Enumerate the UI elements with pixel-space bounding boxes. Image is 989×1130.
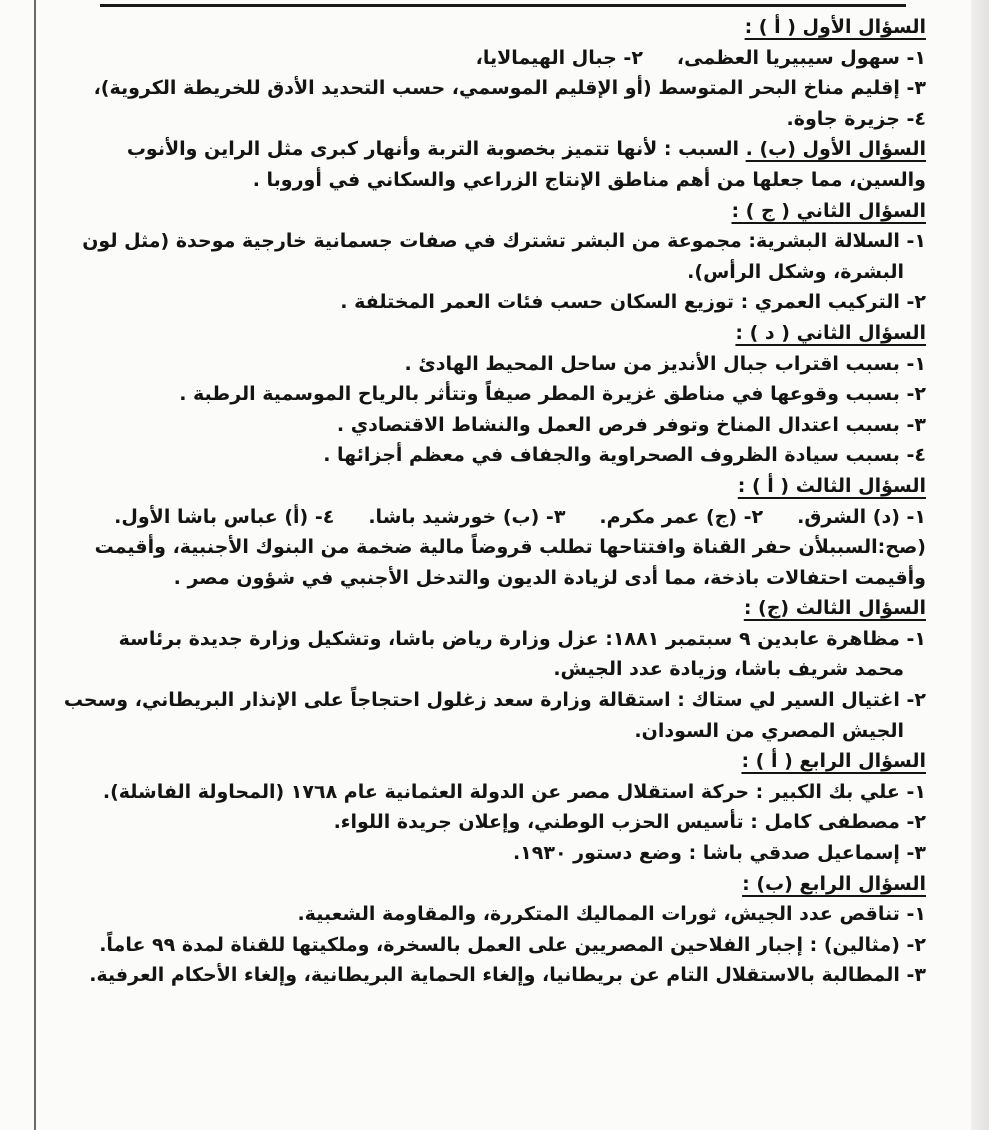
q2d-item3: ٣- بسبب اعتدال المناخ وتوفر فرص العمل والنشاط الاقتصادي . <box>336 413 926 436</box>
q4b-item3: ٣- المطالبة بالاستقلال التام عن بريطانيا، وإلغاء الحماية البريطانية، وإلغاء الأحكام العرفية. <box>89 964 926 987</box>
section-q2d <box>48 318 926 471</box>
q4a-item1: ١- علي بك الكبير : حركة استقلال مصر عن الدولة العثمانية عام ١٧٦٨ (المحاولة الفاشلة). <box>102 780 926 803</box>
top-border-line <box>100 4 906 7</box>
page-right-edge <box>971 0 989 1130</box>
q4b-item2: ٢- (مثالين) : إجبار الفلاحين المصريين على العمل بالسخرة، وملكيتها للقناة لمدة ٩٩ عاماً. <box>99 933 926 956</box>
q3c-item2: ٢- اغتيال السير لي ستاك : استقالة وزارة سعد زغلول احتجاجاً على الإنذار البريطاني، وسحب <box>63 689 926 712</box>
q3a-correction: (صح:السببلأن حفر القناة وافتتاحها تطلب قروضاً مالية ضخمة من البنوك الأجنبية، وأقيمت وأقيمت احتفالات باذخة، مما أدى لزيادة الديون والتدخل الأجنبي في شؤون مصر . <box>94 536 926 589</box>
heading-q1b: السؤال الأول (ب) . <box>745 138 926 161</box>
q1a-line3: ٤- جزيرة جاوة. <box>786 107 926 130</box>
heading-q2d: السؤال الثاني ( د ) : <box>735 321 926 344</box>
q3c-item1: ١- مظاهرة عابدين ٩ سبتمبر ١٨٨١: عزل وزارة رياض باشا، وتشكيل وزارة جديدة برئاسة <box>118 627 926 650</box>
answer-content <box>48 12 926 991</box>
q4a-item3: ٣- إسماعيل صدقي باشا : وضع دستور ١٩٣٠. <box>512 842 926 865</box>
heading-q3c: السؤال الثالث (ج) : <box>743 597 926 620</box>
section-q4b <box>48 869 926 991</box>
q2c-item1: ١- السلالة البشرية: مجموعة من البشر تشترك في صفات جسمانية خارجية موحدة (مثل لون <box>82 230 926 253</box>
q2d-item1: ١- بسبب اقتراب جبال الأنديز من ساحل المحيط الهادئ . <box>404 352 926 375</box>
q2d-item4: ٤- بسبب سيادة الظروف الصحراوية والجفاف في معظم أجزائها . <box>323 444 926 467</box>
q2c-item1-cont: البشرة، وشكل الرأس). <box>687 260 904 283</box>
heading-q1a: السؤال الأول ( أ ) : <box>744 16 926 38</box>
q2c-item2: ٢- التركيب العمري : توزيع السكان حسب فئات العمر المختلفة . <box>340 291 926 314</box>
heading-q4a: السؤال الرابع ( أ ) : <box>741 750 926 773</box>
section-q3a <box>48 471 926 593</box>
section-q2c <box>48 196 926 318</box>
section-q1b <box>48 134 926 195</box>
q4b-item1: ١- تناقص عدد الجيش، ثورات المماليك المتكررة، والمقاومة الشعبية. <box>297 903 926 926</box>
left-border-line <box>34 0 36 1130</box>
section-q4a <box>48 746 926 868</box>
heading-q2c: السؤال الثاني ( ج ) : <box>731 199 926 222</box>
q1a-line2: ٣- إقليم مناخ البحر المتوسط (أو الإقليم الموسمي، حسب التحديد الأدق للخريطة الكروية)، <box>93 77 926 100</box>
q4a-item2: ٢- مصطفى كامل : تأسيس الحزب الوطني، وإعلان جريدة اللواء. <box>333 811 926 834</box>
q1b-text: السبب : لأنها تتميز بخصوبة التربة وأنهار كبرى مثل الراين والأنوب والسين، مما جعلها من أهم مناطق الإنتاج الزراعي والسكاني في أوروبا . <box>126 138 926 191</box>
heading-q3a: السؤال الثالث ( أ ) : <box>737 474 926 497</box>
q3c-item1-cont: محمد شريف باشا، وزيادة عدد الجيش. <box>553 658 904 681</box>
q3a-answers: ١- (د) الشرق.٢- (ج) عمر مكرم.٣- (ب) خورشيد باشا.٤- (أ) عباس باشا الأول. <box>114 505 926 528</box>
section-q1a <box>48 12 926 134</box>
heading-q4b: السؤال الرابع (ب) : <box>742 872 926 895</box>
section-q3c <box>48 593 926 746</box>
q1a-line1: ١- سهول سيبيريا العظمى،٢- جبال الهيمالايا، <box>475 46 926 69</box>
q3c-item2-cont: الجيش المصري من السودان. <box>634 719 904 742</box>
q2d-item2: ٢- بسبب وقوعها في مناطق غزيرة المطر صيفاً وتتأثر بالرياح الموسمية الرطبة . <box>179 383 926 406</box>
